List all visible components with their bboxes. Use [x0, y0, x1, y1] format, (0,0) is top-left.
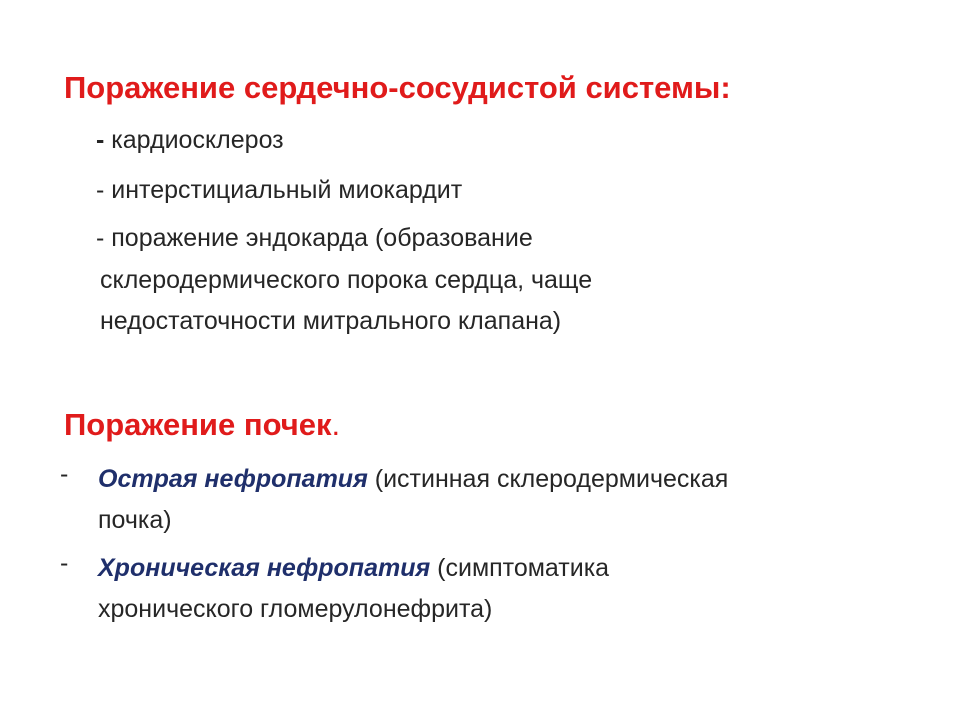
item-term: Острая нефропатия: [98, 465, 368, 493]
kidney-item-1-dash: -: [60, 460, 69, 488]
cardio-heading: Поражение сердечно-сосудистой системы:: [64, 70, 731, 105]
item-term: Хроническая нефропатия: [98, 554, 431, 582]
item-text: поражение эндокарда (образование: [104, 224, 533, 252]
cardio-item-2: [96, 170, 462, 210]
kidney-item-2: [98, 548, 609, 588]
kidney-heading: [64, 405, 340, 445]
item-text: (истинная склеродермическая: [367, 465, 729, 493]
kidney-item-1: [98, 459, 728, 499]
item-text: интерстициальный миокардит: [104, 176, 463, 204]
kidney-heading-text: Поражение почек: [64, 407, 332, 442]
cardio-item-3-line-3: недостаточности митрального клапана): [100, 307, 562, 335]
item-text: (симптоматика: [430, 554, 610, 582]
cardio-item-1: [96, 120, 284, 160]
kidney-item-2-dash: -: [60, 549, 69, 577]
cardio-item-3: [96, 218, 533, 258]
item-dash: -: [96, 176, 105, 204]
item-dash: -: [96, 126, 105, 154]
item-text: кардиосклероз: [104, 126, 284, 154]
kidney-item-2-line-2: хронического гломерулонефрита): [98, 595, 493, 623]
item-dash: -: [96, 224, 105, 252]
kidney-heading-period: .: [331, 407, 341, 442]
cardio-item-3-line-2: склеродермического порока сердца, чаще: [100, 266, 593, 294]
kidney-item-1-line-2: почка): [98, 506, 172, 534]
